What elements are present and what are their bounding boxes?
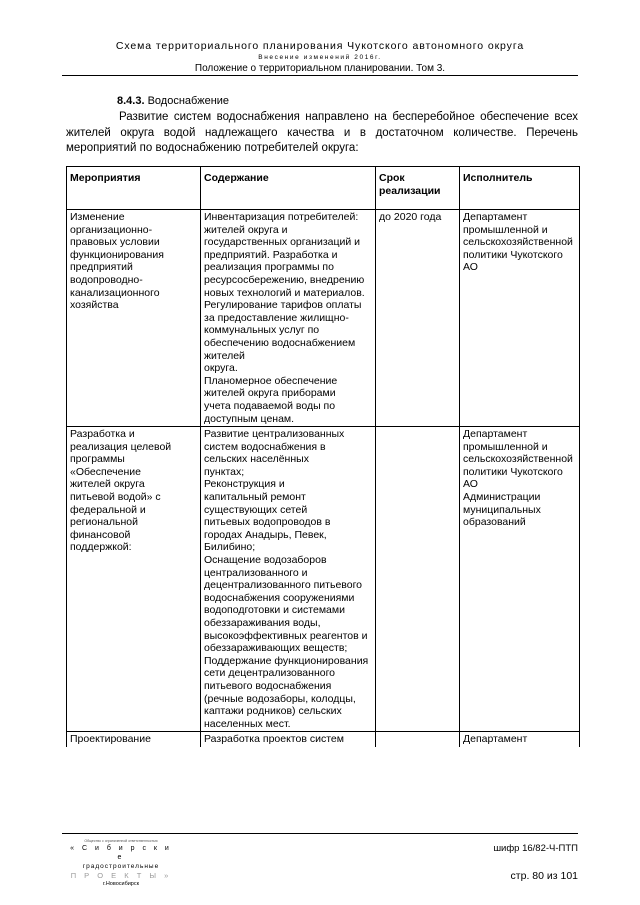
cell-content (201, 210, 376, 427)
page-number: стр. 80 из 101 (510, 870, 578, 882)
cell-line: каптажи родников) сельских (204, 705, 342, 718)
logo-line-1: « С и б и р с к и е (70, 845, 172, 861)
cell-line: промышленной и (463, 223, 548, 236)
logo-line-2: градостроительные (82, 863, 160, 870)
cell-measure (67, 210, 201, 427)
cell-line: жителей округа приборами (204, 387, 336, 400)
cell-line: хозяйства (70, 299, 119, 312)
cell-line: обеззараживающих веществ; (204, 642, 348, 655)
cell-line: муниципальных (463, 503, 541, 516)
table-row (67, 210, 580, 427)
table-header-row (67, 167, 580, 210)
cell-term (376, 427, 460, 732)
cell-line: АО (463, 478, 478, 491)
cell-line: Проектирование (70, 733, 151, 746)
cell-line: капитальный ремонт (204, 491, 306, 504)
cell-line: округа. (204, 362, 238, 375)
cell-line: финансовой (70, 528, 131, 541)
cell-line: государственных организаций и (204, 236, 361, 249)
cell-line: реализация программы по (204, 261, 334, 274)
cell-line: доступным ценам. (204, 412, 295, 425)
cell-line: децентрализованного питьевого (204, 579, 363, 592)
cell-line: политики Чукотского (463, 248, 563, 261)
cell-line: промышленной и (463, 440, 548, 453)
cell-measure (67, 732, 201, 747)
header-title: Схема территориального планирования Чукотского автономного округа (115, 40, 525, 52)
cell-line: городах Анадырь, Певек, (204, 528, 327, 541)
cell-line: обеззараживания воды, (204, 617, 321, 629)
cell-line: населенных мест. (204, 717, 291, 730)
cell-line: политики Чукотского (463, 465, 563, 478)
cell-line: за предоставление жилищно- (204, 311, 349, 324)
cell-line: пунктах; (204, 465, 245, 478)
cell-line: Регулирование тарифов оплаты (204, 299, 362, 312)
cell-line: канализационного (70, 286, 160, 299)
cell-line: «Обеспечение (70, 465, 141, 478)
cell-line: учета подаваемой воды по (204, 399, 336, 412)
cell-line: Разработка проектов систем (204, 733, 344, 746)
cell-line: сельских населённых (204, 453, 309, 466)
logo-line-3: П Р О Е К Т Ы » (70, 871, 172, 880)
cell-line: реализация целевой (70, 440, 172, 453)
cell-line: Департамент (463, 428, 528, 441)
cell-line: сельскохозяйственной (463, 236, 573, 249)
cell-line: Оснащение водозаборов (204, 554, 327, 567)
cell-executor (460, 427, 580, 732)
company-logo (66, 839, 176, 888)
cell-line: Изменение (70, 211, 125, 223)
cell-line: поддержкой: (70, 541, 132, 554)
cell-line: жителей округа (70, 478, 145, 491)
section-heading (117, 95, 229, 108)
logo-city: г.Новосибирск (102, 881, 140, 887)
cell-line: программы (70, 453, 125, 466)
cell-line: предприятий. Разработка и (204, 248, 338, 261)
page-header (62, 40, 578, 75)
section-intro: Развитие систем водоснабжения направлено на бесперебойное обеспечение всех жителей округа водой надлежащего качества и в достаточном количестве. Перечень мероприятий по водоснабжению потребителей округа: (66, 111, 578, 154)
cell-line: Поддержание функционирования (204, 654, 369, 667)
header-executor: Исполнитель (460, 167, 580, 210)
cell-line: централизованного и (204, 566, 308, 579)
section-number: 8.4.3. (117, 95, 145, 107)
header-content: Содержание (201, 167, 376, 210)
cell-term (376, 732, 460, 747)
cell-line: водоподготовки и системами (204, 604, 345, 617)
header-subtitle: Внесение изменений 2016г. (258, 54, 382, 61)
cell-line: Департамент (463, 211, 528, 223)
cell-line: коммунальных услуг по (204, 324, 320, 337)
cell-line: предприятий (70, 261, 133, 274)
section-title: Водоснабжение (147, 95, 230, 107)
footer-divider (62, 833, 578, 834)
table-row (67, 427, 580, 732)
cell-line: обеспечению водоснабжением (204, 336, 356, 349)
cell-measure (67, 427, 201, 732)
cell-line: Планомерное обеспечение (204, 374, 338, 387)
cell-line: до 2020 года (379, 211, 442, 223)
logo-caption: Общество с ограниченной ответственностью (84, 839, 158, 843)
cell-line: Администрации (463, 491, 541, 504)
cell-line: (речные водозаборы, колодцы, (204, 692, 356, 705)
cell-line: федеральной и (70, 503, 146, 516)
cell-line: Развитие централизованных (204, 428, 345, 441)
cell-line: АО (463, 261, 478, 274)
cell-line: образований (463, 516, 526, 529)
cell-line: высокоэффективных реагентов и (204, 629, 368, 642)
cell-line: сельскохозяйственной (463, 453, 573, 466)
table-row (67, 732, 580, 747)
header-divider (62, 75, 578, 76)
cell-line: новых технологий и материалов. (204, 286, 365, 299)
cell-line: жителей округа и (204, 223, 288, 236)
cell-line: ресурсосбережению, внедрению (204, 273, 365, 286)
cell-line: систем водоснабжения в (204, 440, 326, 453)
cell-line: Департамент (463, 733, 528, 746)
cell-line: региональной (70, 516, 138, 529)
cell-line: питьевой водой» с (70, 491, 161, 504)
header-measures: Мероприятия (67, 167, 201, 210)
cell-line: организационно- (70, 223, 153, 236)
cell-content (201, 427, 376, 732)
document-cipher: шифр 16/82-Ч-ПТП (493, 843, 578, 854)
cell-line: правовых условии (70, 236, 160, 249)
cell-line: питьевых водопроводов в (204, 516, 331, 529)
cell-term (376, 210, 460, 427)
cell-line: Билибино; (204, 541, 256, 554)
header-volume: Положение о территориальном планировании. Том 3. (194, 63, 446, 74)
cell-executor (460, 210, 580, 427)
cell-line: функционирования (70, 248, 164, 261)
cell-line: Инвентаризация потребителей: (204, 211, 359, 223)
cell-line: Разработка и (70, 428, 135, 441)
cell-line: жителей (204, 349, 245, 362)
header-term: Срок реализации (376, 167, 460, 210)
measures-table (66, 166, 580, 747)
cell-line: Реконструкция и (204, 478, 285, 491)
cell-line: водоснабжения сооружениями (204, 591, 355, 604)
cell-line: питьевого водоснабжения (204, 679, 332, 692)
cell-line: сети децентрализованного (204, 667, 336, 680)
cell-line: существующих сетей (204, 503, 308, 516)
cell-line: водопроводно- (70, 273, 143, 286)
cell-executor (460, 732, 580, 747)
cell-content (201, 732, 376, 747)
